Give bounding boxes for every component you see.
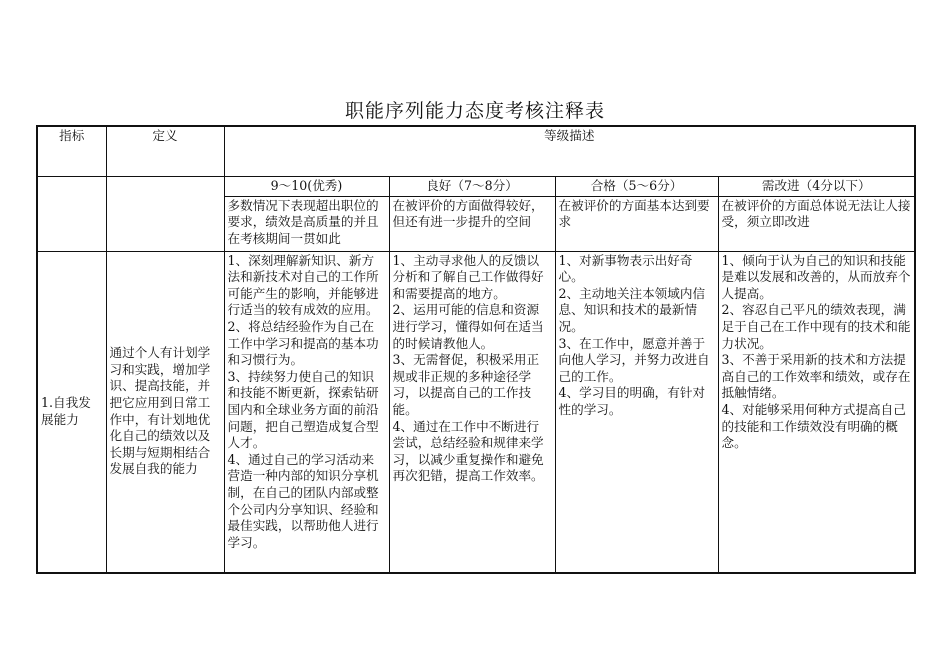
indicator-definition: 通过个人有计划学习和实践，增加学识、提高技能，并把它应用到日常工作中，有计划地优化自己的绩效以及长期与短期相结合发展自我的能力 bbox=[106, 251, 224, 573]
criteria-item: 2、将总结经验作为自己在工作中学习和提高的基本功和习惯行为。 bbox=[227, 318, 379, 368]
indicator-name: 1.自我发展能力 bbox=[37, 251, 106, 573]
criteria-pass bbox=[555, 251, 718, 573]
header-levels: 等级描述 bbox=[224, 126, 915, 177]
level-label-improve: 需改进（4分以下） bbox=[718, 177, 915, 197]
criteria-item: 1、倾向于认为自己的知识和技能是难以发展和改善的，从而放弃个人提高。 bbox=[721, 252, 911, 301]
criteria-item: 2、运用可能的信息和资源进行学习，懂得如何在适当的时候请教他人。 bbox=[392, 302, 544, 351]
criteria-item: 1、主动寻求他人的反馈以分析和了解自己工作做得好和需要提高的地方。 bbox=[392, 252, 544, 301]
criteria-item: 1、对新事物表示出好奇心。 bbox=[558, 252, 693, 285]
criteria-item: 1、深刻理解新知识、新方法和新技术对自己的工作所可能产生的影响，并能够进行适当的较有成效的应用。 bbox=[227, 252, 379, 318]
blank-indicator-cell bbox=[37, 177, 106, 252]
assessment-table bbox=[36, 125, 916, 574]
page-title: 职能序列能力态度考核注释表 bbox=[344, 100, 605, 122]
header-indicator: 指标 bbox=[37, 126, 106, 177]
level-summary-excellent: 多数情况下表现超出职位的要求，绩效是高质量的并且在考核期间一贯如此 bbox=[224, 196, 389, 251]
level-label-row bbox=[37, 177, 915, 197]
criteria-improve bbox=[718, 251, 915, 573]
blank-definition-cell bbox=[106, 177, 224, 252]
level-label-pass: 合格（5～6分） bbox=[555, 177, 718, 197]
criteria-item: 2、容忍自己平凡的绩效表现，满足于自己在工作中现有的技术和能力状况。 bbox=[721, 302, 911, 351]
level-label-good: 良好（7～8分） bbox=[389, 177, 555, 197]
criteria-item: 3、持续努力使自己的知识和技能不断更新，探索钻研国内和全球业务方面的前沿问题，把自己塑造成复合型人才。 bbox=[227, 368, 379, 451]
level-label-excellent: 9～10(优秀) bbox=[224, 177, 389, 197]
criteria-item: 2、主动地关注本领域内信息、知识和技术的最新情况。 bbox=[558, 285, 706, 334]
criteria-item: 4、通过自己的学习活动来营造一种内部的知识分享机制，在自己的团队内部或整个公司内分享知识、经验和最佳实践，以帮助他人进行学习。 bbox=[227, 451, 379, 550]
level-summary-improve: 在被评价的方面总体说无法让人接受，须立即改进 bbox=[718, 196, 915, 251]
criteria-item: 4、学习目的明确，有针对性的学习。 bbox=[558, 385, 706, 417]
criteria-item: 3、不善于采用新的技术和方法提高自己的工作效率和绩效，或存在抵触情绪。 bbox=[721, 352, 911, 401]
level-summary-pass: 在被评价的方面基本达到要求 bbox=[555, 196, 718, 251]
criteria-good bbox=[389, 251, 555, 573]
indicator-row bbox=[37, 251, 915, 573]
header-row bbox=[37, 126, 915, 177]
criteria-excellent bbox=[224, 251, 389, 573]
criteria-item: 3、在工作中，愿意并善于向他人学习，并努力改进自己的工作。 bbox=[558, 335, 710, 384]
criteria-item: 4、对能够采用何种方式提高自己的技能和工作绩效没有明确的概念。 bbox=[721, 401, 906, 451]
level-summary-good: 在被评价的方面做得较好，但还有进一步提升的空间 bbox=[389, 196, 555, 251]
header-definition: 定义 bbox=[106, 126, 224, 177]
criteria-item: 3、无需督促，积极采用正规或非正规的多种途径学习，以提高自己的工作技能。 bbox=[392, 352, 540, 417]
criteria-item: 4、通过在工作中不断进行尝试，总结经验和规律来学习，以减少重复操作和避免再次犯错，提高工作效率。 bbox=[392, 418, 544, 484]
